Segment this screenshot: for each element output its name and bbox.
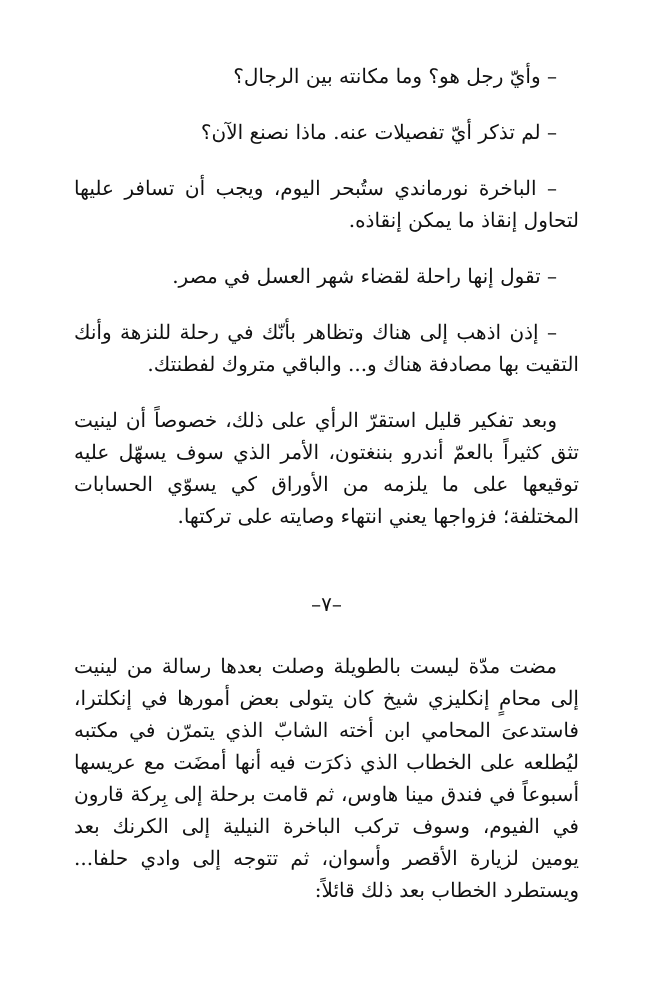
dialogue-line-2: – لم تذكر أيّ تفصيلات عنه. ماذا نصنع الآن؟ bbox=[200, 120, 557, 144]
dialogue-line-3: – الباخرة نورماندي ستُبحر اليوم، ويجب أن تسافر عليها لتحاول إنقاذ ما يمكن إنقاذه. bbox=[74, 176, 579, 232]
chapter-number: –٧– bbox=[311, 592, 342, 616]
narrative-paragraph-2: مضت مدّة ليست بالطويلة وصلت بعدها رسالة من لينيت إلى محامٍ إنكليزي شيخ كان يتولى بعض أمورها في إنكلترا، فاستدعىَ المحامي ابن أخته الشابّ الذي يتمرّن في مكتبه ليُطلعه على الخطاب الذي ذكرَت فيه أنها أمضَت مع عريسها أسبوعاً في فندق مينا هاوس، ثم قامت برحلة إلى بِركة قارون في الفيوم، وسوف تركب الباخرة النيلية إلى الكرنك بعد يومين لزيارة الأقصر وأسوان، ثم تتوجه إلى وادي حلفا... ويستطرد الخطاب بعد ذلك قائلاً: bbox=[74, 654, 579, 902]
dialogue-line-4: – تقول إنها راحلة لقضاء شهر العسل في مصر. bbox=[172, 264, 557, 288]
dialogue-line-1: – وأيّ رجل هو؟ وما مكانته بين الرجال؟ bbox=[233, 64, 557, 88]
dialogue-line-5: – إذن اذهب إلى هناك وتظاهر بأنّك في رحلة للنزهة وأنك التقيت بها مصادفة هناك و... والباقي متروك لفطنتك. bbox=[74, 320, 579, 376]
narrative-paragraph-1: وبعد تفكير قليل استقرّ الرأي على ذلك، خصوصاً أن لينيت تثق كثيراً بالعمّ أندرو بننغتون، الأمر الذي سوف يسهّل عليه توقيعها على ما يلزمه من الأوراق كي يسوّي الحسابات المختلفة؛ فزواجها يعني انتهاء وصايته على تركتها. bbox=[74, 408, 579, 528]
